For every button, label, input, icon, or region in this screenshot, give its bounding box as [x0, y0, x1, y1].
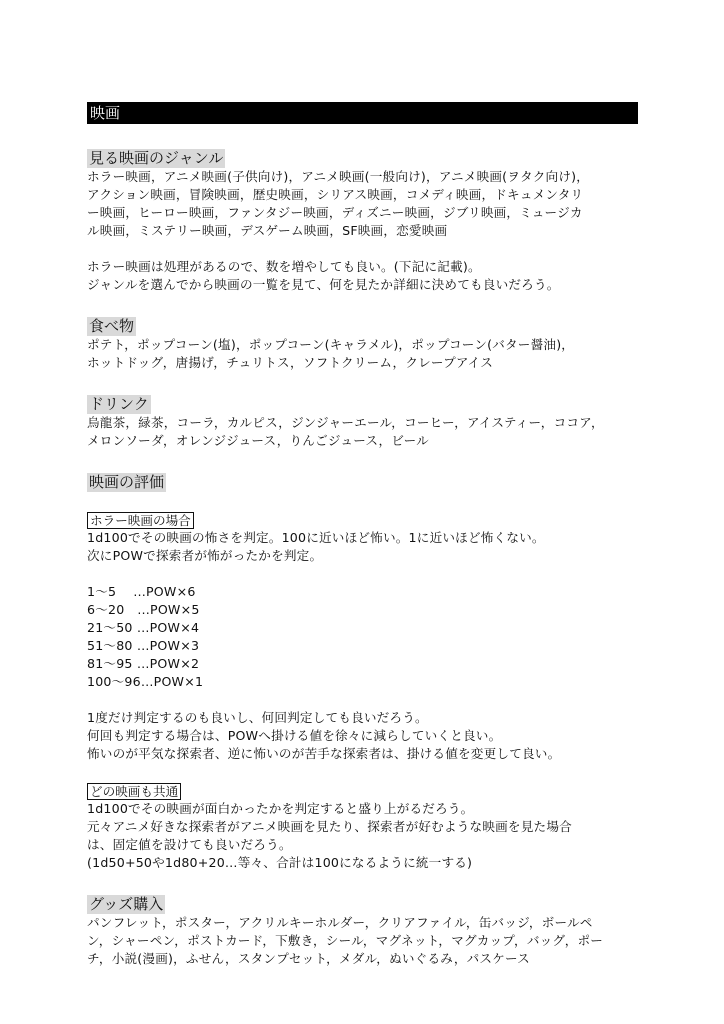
genre-note: ホラー映画は処理があるので、数を増やしても良い。(下記に記載)。 ジャンルを選んでから映画の一覧を見て、何を見たか詳細に決めても良いだろう。 [87, 259, 560, 292]
genre-heading: 見る映画のジャンル [89, 149, 224, 167]
horror-rating-intro: 1d100でその映画の怖さを判定。100に近いほど怖い。1に近いほど怖くない。 次にPOWで探索者が怖がったかを判定。 [87, 530, 545, 563]
horror-rating-label: ホラー映画の場合 [87, 512, 194, 529]
drink-heading: ドリンク [89, 395, 149, 413]
spacer [87, 240, 638, 258]
rating-section [87, 472, 638, 872]
spacer [87, 565, 638, 583]
food-section [87, 316, 638, 372]
drink-list: 烏龍茶，緑茶，コーラ，カルピス，ジンジャーエール，コーヒー，アイスティー，ココア， メロンソーダ，オレンジジュース，りんごジュース，ビール [87, 415, 604, 448]
genre-list: ホラー映画，アニメ映画(子供向け)，アニメ映画(一般向け)，アニメ映画(ヲタク向け)， アクション映画，冒険映画，歴史映画，シリアス映画，コメディ映画，ドキュメンタリ ー映画，ヒーロー映画，ファンタジー映画，ディズニー映画，ジブリ映画，ミュージカ ル映画，ミステリー映画，デスゲーム映画，SF映画，恋愛映画 [87, 169, 590, 238]
document-page [87, 102, 638, 990]
common-rating-label: どの映画も共通 [87, 783, 181, 800]
goods-list: パンフレット，ポスター，アクリルキーホルダー，クリアファイル，缶バッジ，ボールペ ン，シャーペン，ポストカード，下敷き，シール，マグネット，マグカップ，バッグ，ポー チ，小説(漫画)，ふせん，スタンプセット，メダル，ぬいぐるみ，パスケース [87, 915, 604, 966]
goods-heading: グッズ購入 [89, 895, 164, 913]
horror-rating-notes: 1度だけ判定するのも良いし、何回判定しても良いだろう。 何回も判定する場合は、POWへ掛ける値を徐々に減らしていくと良い。 怖いのが平気な探索者、逆に怖いのが苦手な探索者は、掛ける値を変更して良い。 [87, 710, 561, 761]
spacer [87, 691, 638, 709]
horror-rating-table: 1～5 …POW×6 6～20 …POW×5 21～50 …POW×4 51～80 …POW×3 81～95 …POW×2 100～96…POW×1 [87, 584, 204, 689]
food-heading: 食べ物 [89, 317, 135, 335]
genre-section [87, 148, 638, 294]
rating-heading: 映画の評価 [89, 473, 165, 491]
common-rating-block [87, 781, 638, 872]
food-list: ポテト，ポップコーン(塩)，ポップコーン(キャラメル)，ポップコーン(バター醤油)， ホットドッグ，唐揚げ，チュリトス，ソフトクリーム，クレープアイス [87, 337, 575, 370]
common-rating-text: 1d100でその映画が面白かったかを判定すると盛り上がるだろう。 元々アニメ好きな探索者がアニメ映画を見たり、探索者が好むような映画を見た場合 は、固定値を設けても良いだろう。 (1d50+50や1d80+20…等々、合計は100になるように統一する) [87, 801, 572, 870]
page-title: 映画 [87, 102, 638, 124]
goods-section [87, 894, 638, 968]
drink-section [87, 394, 638, 450]
horror-rating-block [87, 510, 638, 763]
